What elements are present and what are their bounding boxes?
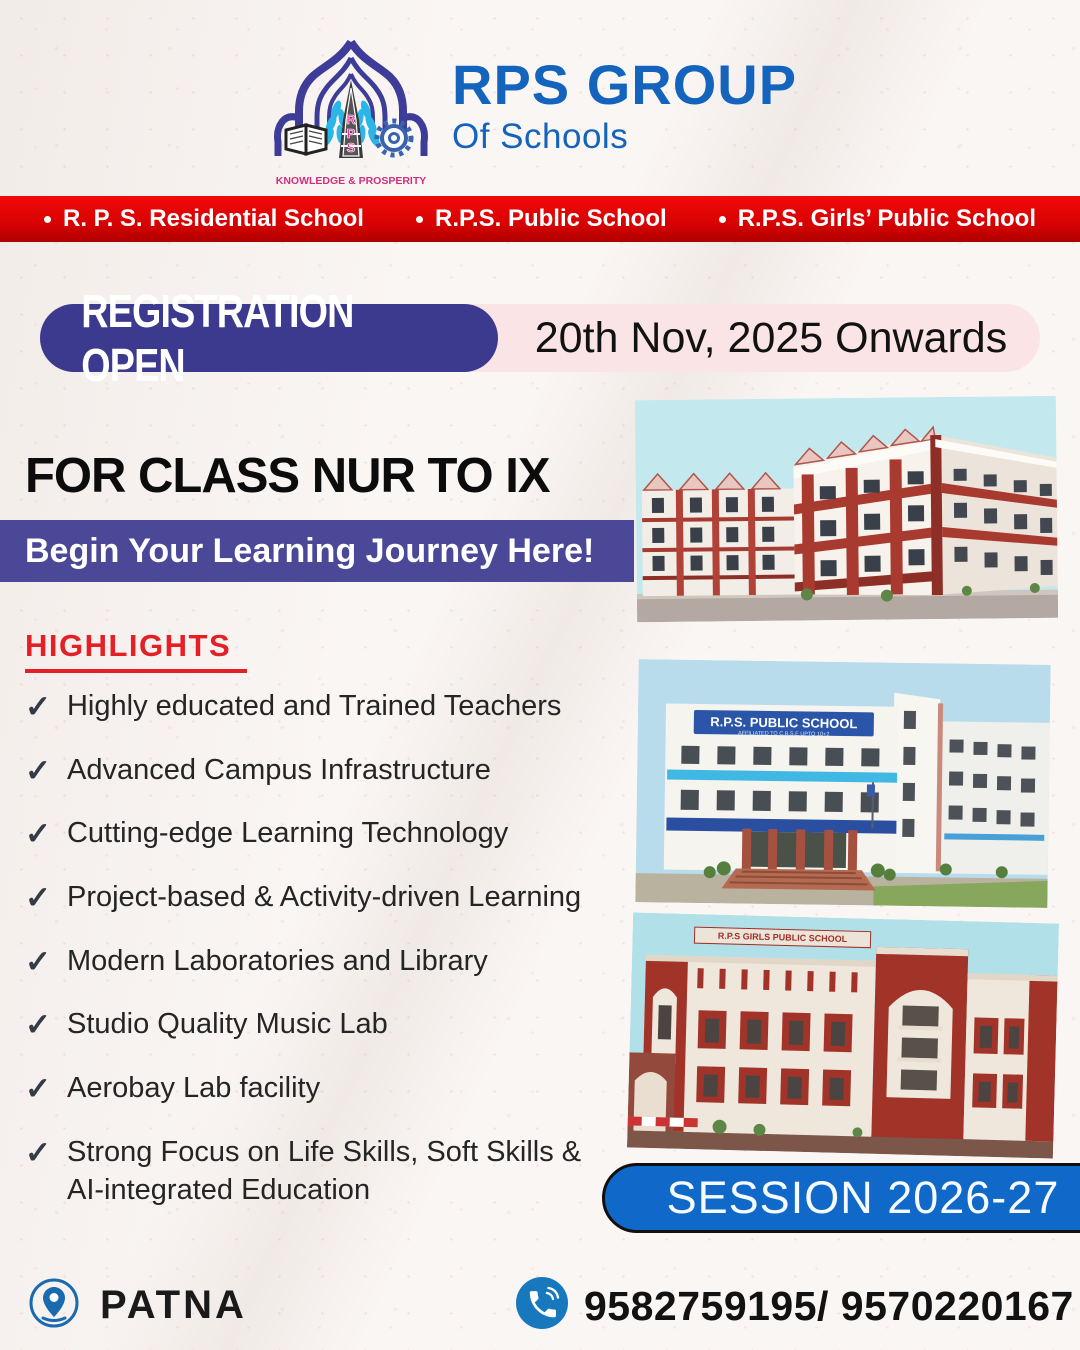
main-building-right-face bbox=[930, 434, 1058, 595]
logo-rps-letters bbox=[346, 112, 356, 155]
highlight-text: Modern Laboratories and Library bbox=[66, 944, 488, 977]
highlight-item bbox=[25, 879, 590, 917]
phone-icon bbox=[514, 1275, 570, 1331]
registration-open-badge bbox=[40, 285, 498, 391]
checkmark-icon: ✓ bbox=[25, 752, 51, 788]
highlight-item bbox=[25, 1070, 590, 1108]
svg-text:S: S bbox=[346, 140, 356, 155]
highlight-item bbox=[25, 943, 590, 981]
checkmark-icon: ✓ bbox=[25, 689, 51, 724]
highlight-text: Project-based & Activity-driven Learning bbox=[66, 881, 582, 914]
girls-school-sign-text: R.P.S GIRLS PUBLIC SCHOOL bbox=[717, 930, 848, 945]
highlight-item bbox=[25, 1134, 590, 1209]
highlight-item bbox=[25, 815, 590, 853]
tagline-banner bbox=[0, 520, 634, 582]
bullet-dot-icon bbox=[719, 216, 726, 223]
campus-photo-girls-school bbox=[627, 912, 1059, 1158]
main-school-building bbox=[664, 704, 899, 891]
checkmark-icon: ✓ bbox=[25, 1134, 51, 1170]
highlight-text: Advanced Campus Infrastructure bbox=[66, 753, 491, 786]
logo-book-icon bbox=[286, 125, 326, 154]
school-sign-text: R.P.S. PUBLIC SCHOOL bbox=[710, 714, 858, 732]
brand-title: RPS GROUP bbox=[452, 53, 798, 116]
school-strip-item bbox=[416, 205, 667, 233]
schools-strip bbox=[0, 196, 1080, 242]
checkmark-icon: ✓ bbox=[25, 816, 51, 852]
registration-date: 20th Nov, 2025 Onwards bbox=[534, 313, 1008, 362]
svg-text:R: R bbox=[346, 112, 356, 127]
bullet-dot-icon bbox=[44, 216, 51, 223]
flag bbox=[867, 784, 875, 796]
bullet-dot-icon bbox=[416, 216, 423, 223]
brand-block bbox=[452, 53, 798, 157]
rps-logo bbox=[270, 38, 432, 190]
registration-row bbox=[40, 285, 1040, 391]
svg-text:P: P bbox=[346, 126, 356, 141]
highlight-item bbox=[25, 752, 590, 790]
center-tower-block bbox=[871, 947, 968, 1139]
checkmark-icon: ✓ bbox=[25, 880, 51, 916]
school-name: R.P.S. Public School bbox=[435, 205, 667, 232]
campus-photo-residential bbox=[635, 396, 1058, 622]
main-building-left-face bbox=[793, 427, 937, 596]
right-building-block bbox=[963, 973, 1057, 1141]
location-pin-icon bbox=[28, 1277, 80, 1329]
location-name: PATNA bbox=[100, 1283, 247, 1327]
school-strip-item bbox=[719, 205, 1036, 233]
highlight-item bbox=[25, 1006, 590, 1044]
checkmark-icon: ✓ bbox=[25, 1071, 51, 1107]
highlight-text: Studio Quality Music Lab bbox=[66, 1008, 388, 1041]
highlight-text: Aerobay Lab facility bbox=[66, 1072, 321, 1105]
highlight-text: Strong Focus on Life Skills, Soft Skills & AI-integrated Education bbox=[66, 1135, 582, 1206]
school-name: R. P. S. Residential School bbox=[63, 205, 364, 232]
school-strip-item bbox=[44, 205, 364, 233]
class-range-heading: FOR CLASS NUR TO IX bbox=[25, 449, 550, 503]
tagline-text: Begin Your Learning Journey Here! bbox=[25, 531, 595, 570]
checkmark-icon: ✓ bbox=[25, 943, 51, 979]
school-sign-subtext: AFFILIATED TO C.B.S.E UPTO 10+2 bbox=[737, 730, 830, 738]
highlight-text: Highly educated and Trained Teachers bbox=[66, 690, 562, 722]
phone-numbers: 9582759195/ 9570220167 bbox=[584, 1283, 1074, 1329]
school-name: R.P.S. Girls’ Public School bbox=[737, 205, 1036, 232]
highlights-title: HIGHLIGHTS bbox=[25, 628, 247, 673]
registration-badge-label: REGISTRATION OPEN bbox=[81, 285, 354, 391]
campus-photo-public-school bbox=[635, 659, 1050, 908]
brand-subtitle: Of Schools bbox=[452, 116, 629, 156]
checkmark-icon: ✓ bbox=[25, 1007, 51, 1043]
left-wing-building bbox=[642, 473, 795, 597]
highlight-text: Cutting-edge Learning Technology bbox=[66, 817, 509, 850]
highlight-item bbox=[25, 688, 590, 726]
logo-motto: KNOWLEDGE & PROSPERITY bbox=[275, 175, 427, 187]
session-badge bbox=[602, 1163, 1080, 1233]
highlights-list bbox=[25, 688, 590, 1235]
session-label: SESSION 2026-27 bbox=[666, 1172, 1060, 1223]
left-building-block bbox=[641, 955, 876, 1137]
